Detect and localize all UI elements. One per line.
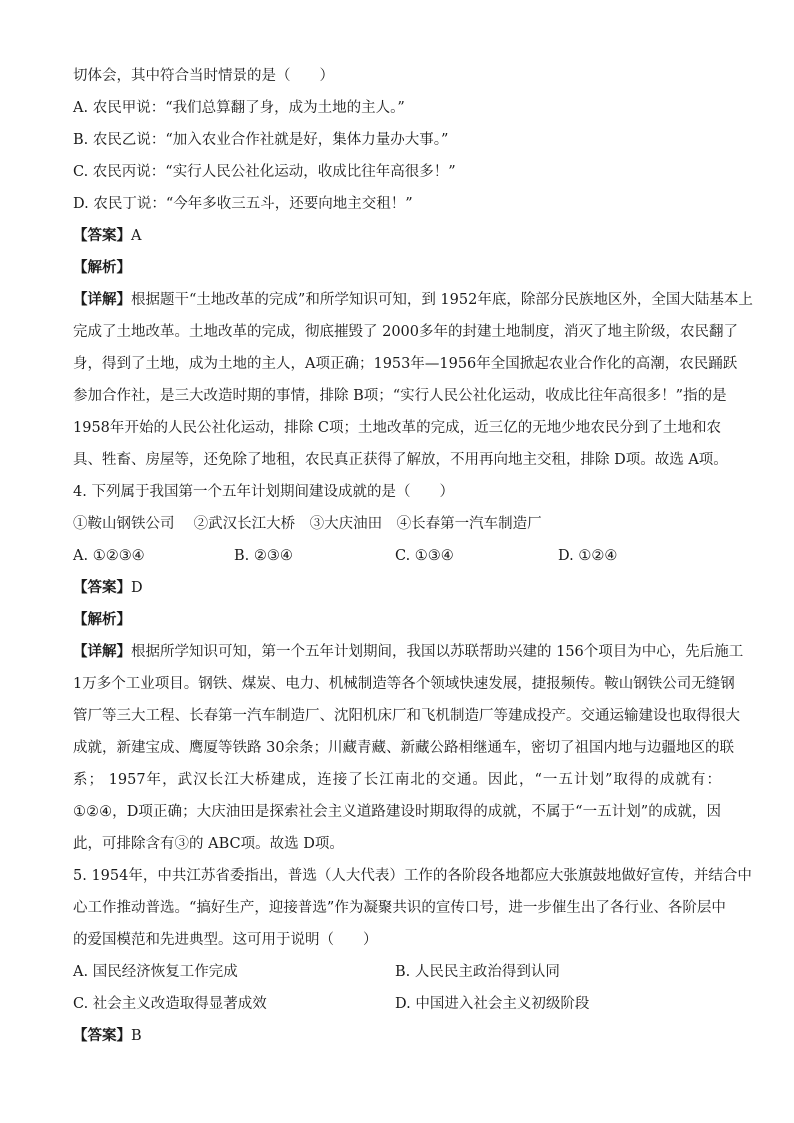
question-4-detail-line: 1万多个工业项目。钢铁、煤炭、电力、机械制造等各个领域快速发展，捷报频传。鞍山钢铁公司无缝钢 [73,676,735,692]
answer-value: B [131,1028,142,1044]
question-3-detail-line: 【详解】根据题干“土地改革的完成”和所学知识可知，到 1952年底，除部分民族地区外，全国大陆基本上 [73,292,753,308]
question-3-option-d: D. 农民丁说：“今年多收三五斗，还要向地主交租！” [73,196,413,212]
detail-tag: 【详解】 [73,644,131,660]
question-5-option-d: D. 中国进入社会主义初级阶段 [395,996,590,1012]
question-3-option-c: C. 农民丙说：“实行人民公社化运动，收成比往年高很多！” [73,164,456,180]
question-4-option-d: D. ①②④ [558,548,618,564]
question-3-detail-line: 身，得到了土地，成为土地的主人，A项正确；1953年—1956年全国掀起农业合作化的高潮，农民踊跃 [73,356,738,372]
question-4-answer [73,578,143,598]
answer-value: A [131,228,142,244]
question-4-option-a: A. ①②③④ [73,548,145,564]
answer-tag: 【答案】 [73,228,131,244]
question-5-option-c: C. 社会主义改造取得显著成效 [73,996,267,1012]
question-3-detail-line: 1958年开始的人民公社化运动，排除 C项；土地改革的完成，近三亿的无地少地农民分到了土地和农 [73,420,721,436]
question-5-stem-line: 心工作推动普选。“搞好生产，迎接普选”作为凝聚共识的宣传口号，进一步催生出了各行业、各阶层中 [73,900,726,916]
question-4-analysis-heading [73,610,131,630]
answer-tag: 【答案】 [73,580,131,596]
question-5-option-a: A. 国民经济恢复工作完成 [73,964,238,980]
question-3-option-a: A. 农民甲说：“我们总算翻了身，成为土地的主人。” [73,100,405,116]
question-3-answer [73,226,141,246]
question-4-option-b: B. ②③④ [234,548,293,564]
question-4-detail-line: 成就，新建宝成、鹰厦等铁路 30余条；川藏青藏、新藏公路相继通车，密切了祖国内地与边疆地区的联 [73,740,735,756]
question-4-items: ①鞍山钢铁公司 ②武汉长江大桥 ③大庆油田 ④长春第一汽车制造厂 [73,516,542,532]
question-3-detail-line: 具、牲畜、房屋等，还免除了地租，农民真正获得了解放，不用再向地主交租，排除 D项。故选 A项。 [73,452,728,468]
answer-tag: 【答案】 [73,1028,131,1044]
question-4-detail-line: 系； 1957年，武汉长江大桥建成，连接了长江南北的交通。因此，“一五计划”取得的成就有： [73,772,721,788]
question-3-detail-line: 参加合作社，是三大改造时期的事情，排除 B项；“实行人民公社化运动，收成比往年高很多！”指的是 [73,388,727,404]
question-3-stem: 切体会，其中符合当时情景的是（ ） [73,68,334,84]
question-4-detail-line: 【详解】根据所学知识可知，第一个五年计划期间，我国以苏联帮助兴建的 156个项目为中心，先后施工 [73,644,744,660]
question-4-detail-line: ①②④，D项正确；大庆油田是探索社会主义道路建设时期取得的成就，不属于“一五计划”的成就，因 [73,804,721,820]
question-3-detail-line: 完成了土地改革。土地改革的完成，彻底摧毁了 2000多年的封建土地制度，消灭了地主阶级，农民翻了 [73,324,739,340]
question-4-stem: 4. 下列属于我国第一个五年计划期间建设成就的是（ ） [73,484,454,500]
question-3-option-b: B. 农民乙说：“加入农业合作社就是好，集体力量办大事。” [73,132,449,148]
question-5-stem-line: 5. 1954年，中共江苏省委指出，普选（人大代表）工作的各阶段各地都应大张旗鼓地做好宣传，并结合中 [73,868,752,884]
detail-tag: 【详解】 [73,292,131,308]
answer-value: D [131,580,143,596]
question-3-analysis-heading [73,258,131,278]
question-5-option-b: B. 人民民主政治得到认同 [395,964,560,980]
question-4-option-c: C. ①③④ [395,548,454,564]
question-4-detail-line: 此，可排除含有③的 ABC项。故选 D项。 [73,836,344,852]
question-5-answer [73,1026,142,1046]
analysis-tag: 【解析】 [73,612,131,628]
question-4-detail-line: 管厂等三大工程、长春第一汽车制造厂、沈阳机床厂和飞机制造厂等建成投产。交通运输建设也取得很大 [73,708,740,724]
question-5-stem-line: 的爱国模范和先进典型。这可用于说明（ ） [73,932,378,948]
analysis-tag: 【解析】 [73,260,131,276]
